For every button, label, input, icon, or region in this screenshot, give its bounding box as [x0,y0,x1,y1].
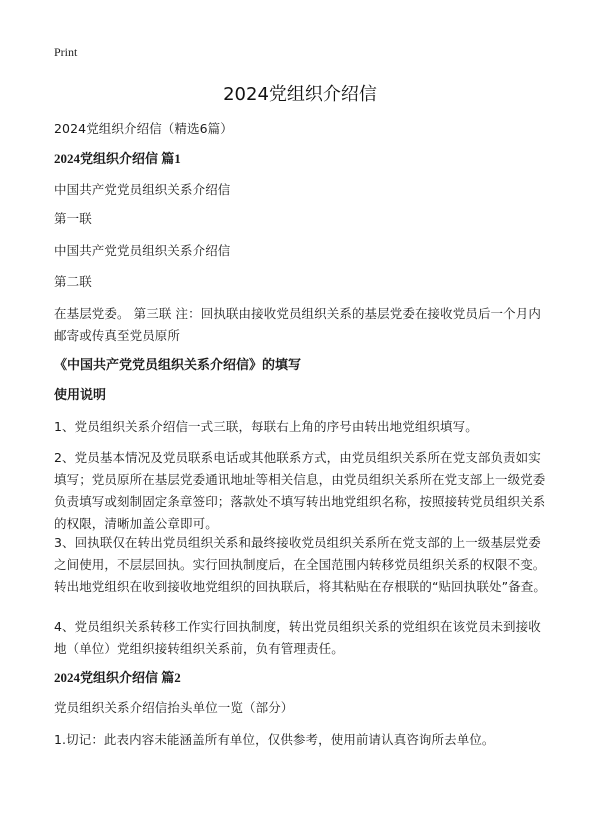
paragraph-line-5: 在基层党委。 第三联 注：回执联由接收党员组织关系的基层党委在接收党员后一个月内邮寄或传真至党员原所 [54,306,541,343]
usage-item-2: 2、党员基本情况及党员联系电话或其他联系方式，由党员组织关系所在党支部负责如实填写；党员原所在基层党委通讯地址等相关信息，由党员组织关系所在党支部上一级党委负责填写或刻制固定条章签印；落款处不填写转出地党组织名称，按照接转党员组织关系的权限，清晰加盖公章即可。 [54,450,546,531]
usage-heading: 使用说明 [54,388,107,403]
section-1-heading: 2024党组织介绍信 篇1 [54,151,181,166]
usage-item-3: 3、回执联仅在转出党员组织关系和最终接收党员组织关系所在党支部的上一级基层党委之间使用，不层层回执。实行回执制度后，在全国范围内转移党员组织关系的权限不变。转出地党组织在收到接收地党组织的回执联后，将其粘贴在存根联的“贴回执联处”备查。 [54,535,546,594]
paragraph-line-2: 第一联 [54,211,92,226]
usage-item-1: 1、党员组织关系介绍信一式三联，每联右上角的序号由转出地党组织填写。 [54,419,478,434]
paragraph-line-4: 第二联 [54,274,92,289]
section-2-heading: 2024党组织介绍信 篇2 [54,670,181,685]
usage-item-4: 4、党员组织关系转移工作实行回执制度，转出党员组织关系的党组织在该党员未到接收地（单位）党组织接转组织关系前，负有管理责任。 [54,619,541,656]
paragraph-line-7: 1.切记：此表内容未能涵盖所有单位，仅供参考，使用前请认真咨询所去单位。 [54,732,495,747]
paragraph-line-6: 党员组织关系介绍信抬头单位一览（部分） [54,700,294,715]
paragraph-line-3: 中国共产党党员组织关系介绍信 [54,243,231,258]
page-title: 2024党组织介绍信 [223,84,377,105]
print-label: Print [54,45,78,59]
fill-instructions-heading: 《中国共产党党员组织关系介绍信》的填写 [54,358,302,373]
document-subtitle: 2024党组织介绍信（精选6篇） [54,121,233,136]
paragraph-line-1: 中国共产党党员组织关系介绍信 [54,182,231,197]
